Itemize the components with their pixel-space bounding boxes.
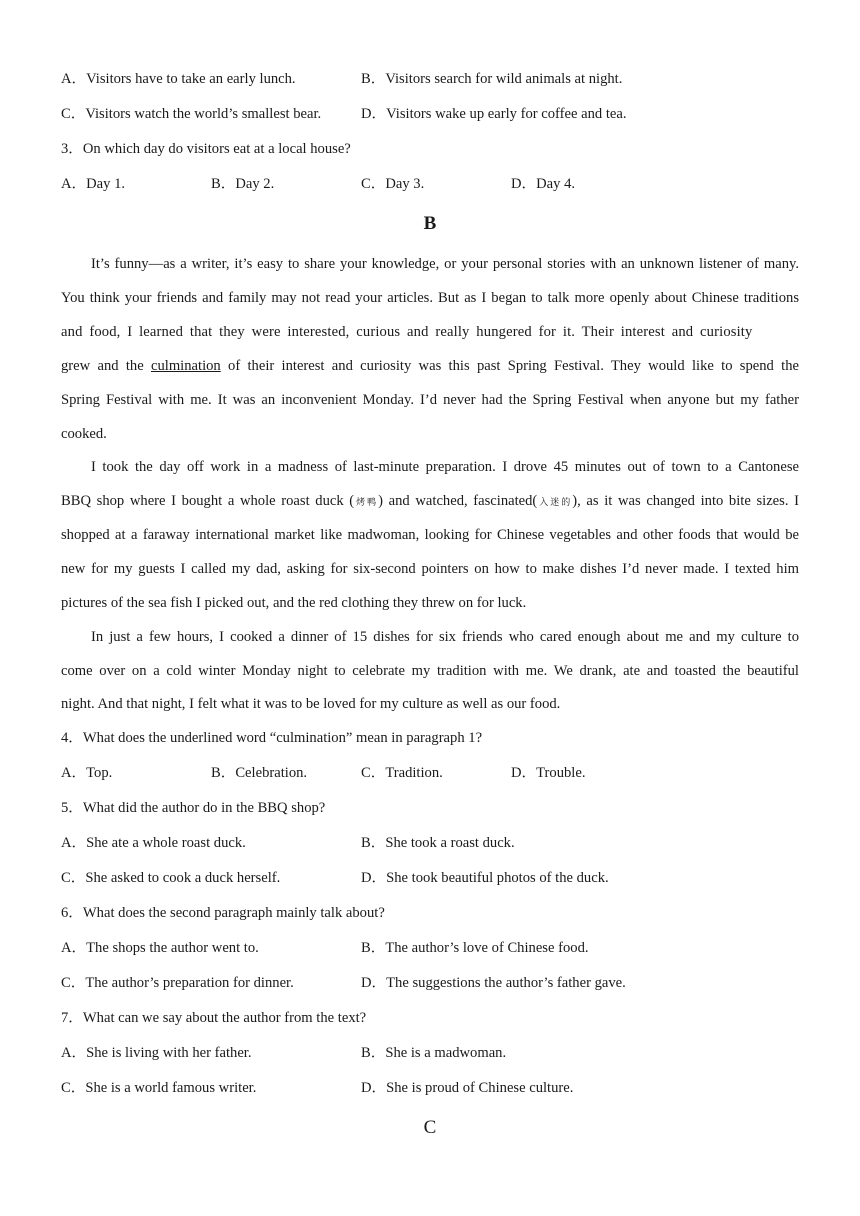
q4-question: 4．What does the underlined word “culmination” mean in paragraph 1? (61, 730, 483, 746)
q6-option-b: B．The author’s love of Chinese food. (361, 940, 589, 956)
q7-option-b: B．She is a madwoman. (361, 1045, 507, 1061)
q3-option-c: C．Day 3. (361, 176, 425, 192)
q4-option-b: B．Celebration. (211, 765, 308, 781)
section-heading-c: C (423, 1117, 437, 1138)
q6-option-d: D．The suggestions the author’s father gave. (361, 975, 626, 991)
q5-option-b: B．She took a roast duck. (361, 835, 515, 851)
passage-p1-line4-post: of their interest and curiosity was this past Spring Festival. They would like to spend the (220, 358, 799, 374)
passage-p3-line2: come over on a cold winter Monday night to celebrate my tradition with me. We drank, ate and toasted the beautiful (61, 663, 799, 679)
passage-p1-line4 (61, 356, 799, 376)
q4-option-d: D．Trouble. (511, 765, 586, 781)
passage-p1-line2: You think your friends and family may not read your articles. But as I began to talk more openly about Chinese traditions (61, 290, 799, 306)
q2-option-b: B．Visitors search for wild animals at night. (361, 71, 623, 87)
gloss-roast-duck: 烤鸭 (354, 498, 379, 508)
passage-p2-line1: I took the day off work in a madness of last-minute preparation. I drove 45 minutes out of town to a Cantonese (91, 459, 799, 475)
passage-p2-line3: shopped at a faraway international market like madwoman, looking for Chinese vegetables and other foods that would be (61, 527, 799, 543)
q3-option-b: B．Day 2. (211, 176, 275, 192)
passage-p2-line2-c: ), as it was changed into bite sizes. I (572, 493, 799, 509)
section-heading-b: B (423, 213, 437, 234)
passage-p1-line5: Spring Festival with me. It was an inconvenient Monday. I’d never had the Spring Festival when anyone but my father (61, 392, 799, 408)
passage-p2-line5: pictures of the sea fish I picked out, and the red clothing they threw on for luck. (61, 595, 527, 611)
q6-option-c: C．The author’s preparation for dinner. (61, 975, 294, 991)
passage-p1-line6: cooked. (61, 426, 107, 442)
q5-option-c: C．She asked to cook a duck herself. (61, 870, 281, 886)
q5-option-a: A．She ate a whole roast duck. (61, 835, 246, 851)
passage-p3-line3: night. And that night, I felt what it was to be loved for my culture as well as our food. (61, 696, 561, 712)
passage-p2-line2 (61, 491, 799, 513)
passage-p2-line2-a: BBQ shop where I bought a whole roast duck ( (61, 493, 355, 509)
q7-option-c: C．She is a world famous writer. (61, 1080, 257, 1096)
underlined-word-culmination: culmination (151, 358, 221, 374)
passage-p3-line1: In just a few hours, I cooked a dinner of 15 dishes for six friends who cared enough about me and my culture to (91, 629, 799, 645)
q4-option-c: C．Tradition. (361, 765, 443, 781)
q7-option-a: A．She is living with her father. (61, 1045, 252, 1061)
q2-option-a: A．Visitors have to take an early lunch. (61, 71, 296, 87)
q3-option-d: D．Day 4. (511, 176, 576, 192)
passage-p1-line4-pre: grew and the (61, 358, 151, 374)
q5-question: 5．What did the author do in the BBQ shop? (61, 800, 326, 816)
passage-p2-line4: new for my guests I called my dad, asking for six-second pointers on how to make dishes I’d never made. I texted him (61, 561, 799, 577)
q2-option-d: D．Visitors wake up early for coffee and tea. (361, 106, 627, 122)
q3-question: 3．On which day do visitors eat at a local house? (61, 141, 351, 157)
passage-p1-line3: and food, I learned that they were interested, curious and really hungered for it. Their interest and curiosity (61, 324, 753, 340)
q7-question: 7．What can we say about the author from the text? (61, 1010, 367, 1026)
passage-p2-line2-b: ) and watched, fascinated( (378, 493, 538, 509)
q2-option-c: C．Visitors watch the world’s smallest bear. (61, 106, 322, 122)
gloss-fascinated: 入迷的 (537, 498, 573, 508)
q6-question: 6．What does the second paragraph mainly talk about? (61, 905, 385, 921)
q5-option-d: D．She took beautiful photos of the duck. (361, 870, 609, 886)
q6-option-a: A．The shops the author went to. (61, 940, 259, 956)
q4-option-a: A．Top. (61, 765, 113, 781)
q7-option-d: D．She is proud of Chinese culture. (361, 1080, 574, 1096)
q3-option-a: A．Day 1. (61, 176, 126, 192)
passage-p1-line1: It’s funny—as a writer, it’s easy to share your knowledge, or your personal stories with an unknown listener of many. (91, 256, 799, 272)
